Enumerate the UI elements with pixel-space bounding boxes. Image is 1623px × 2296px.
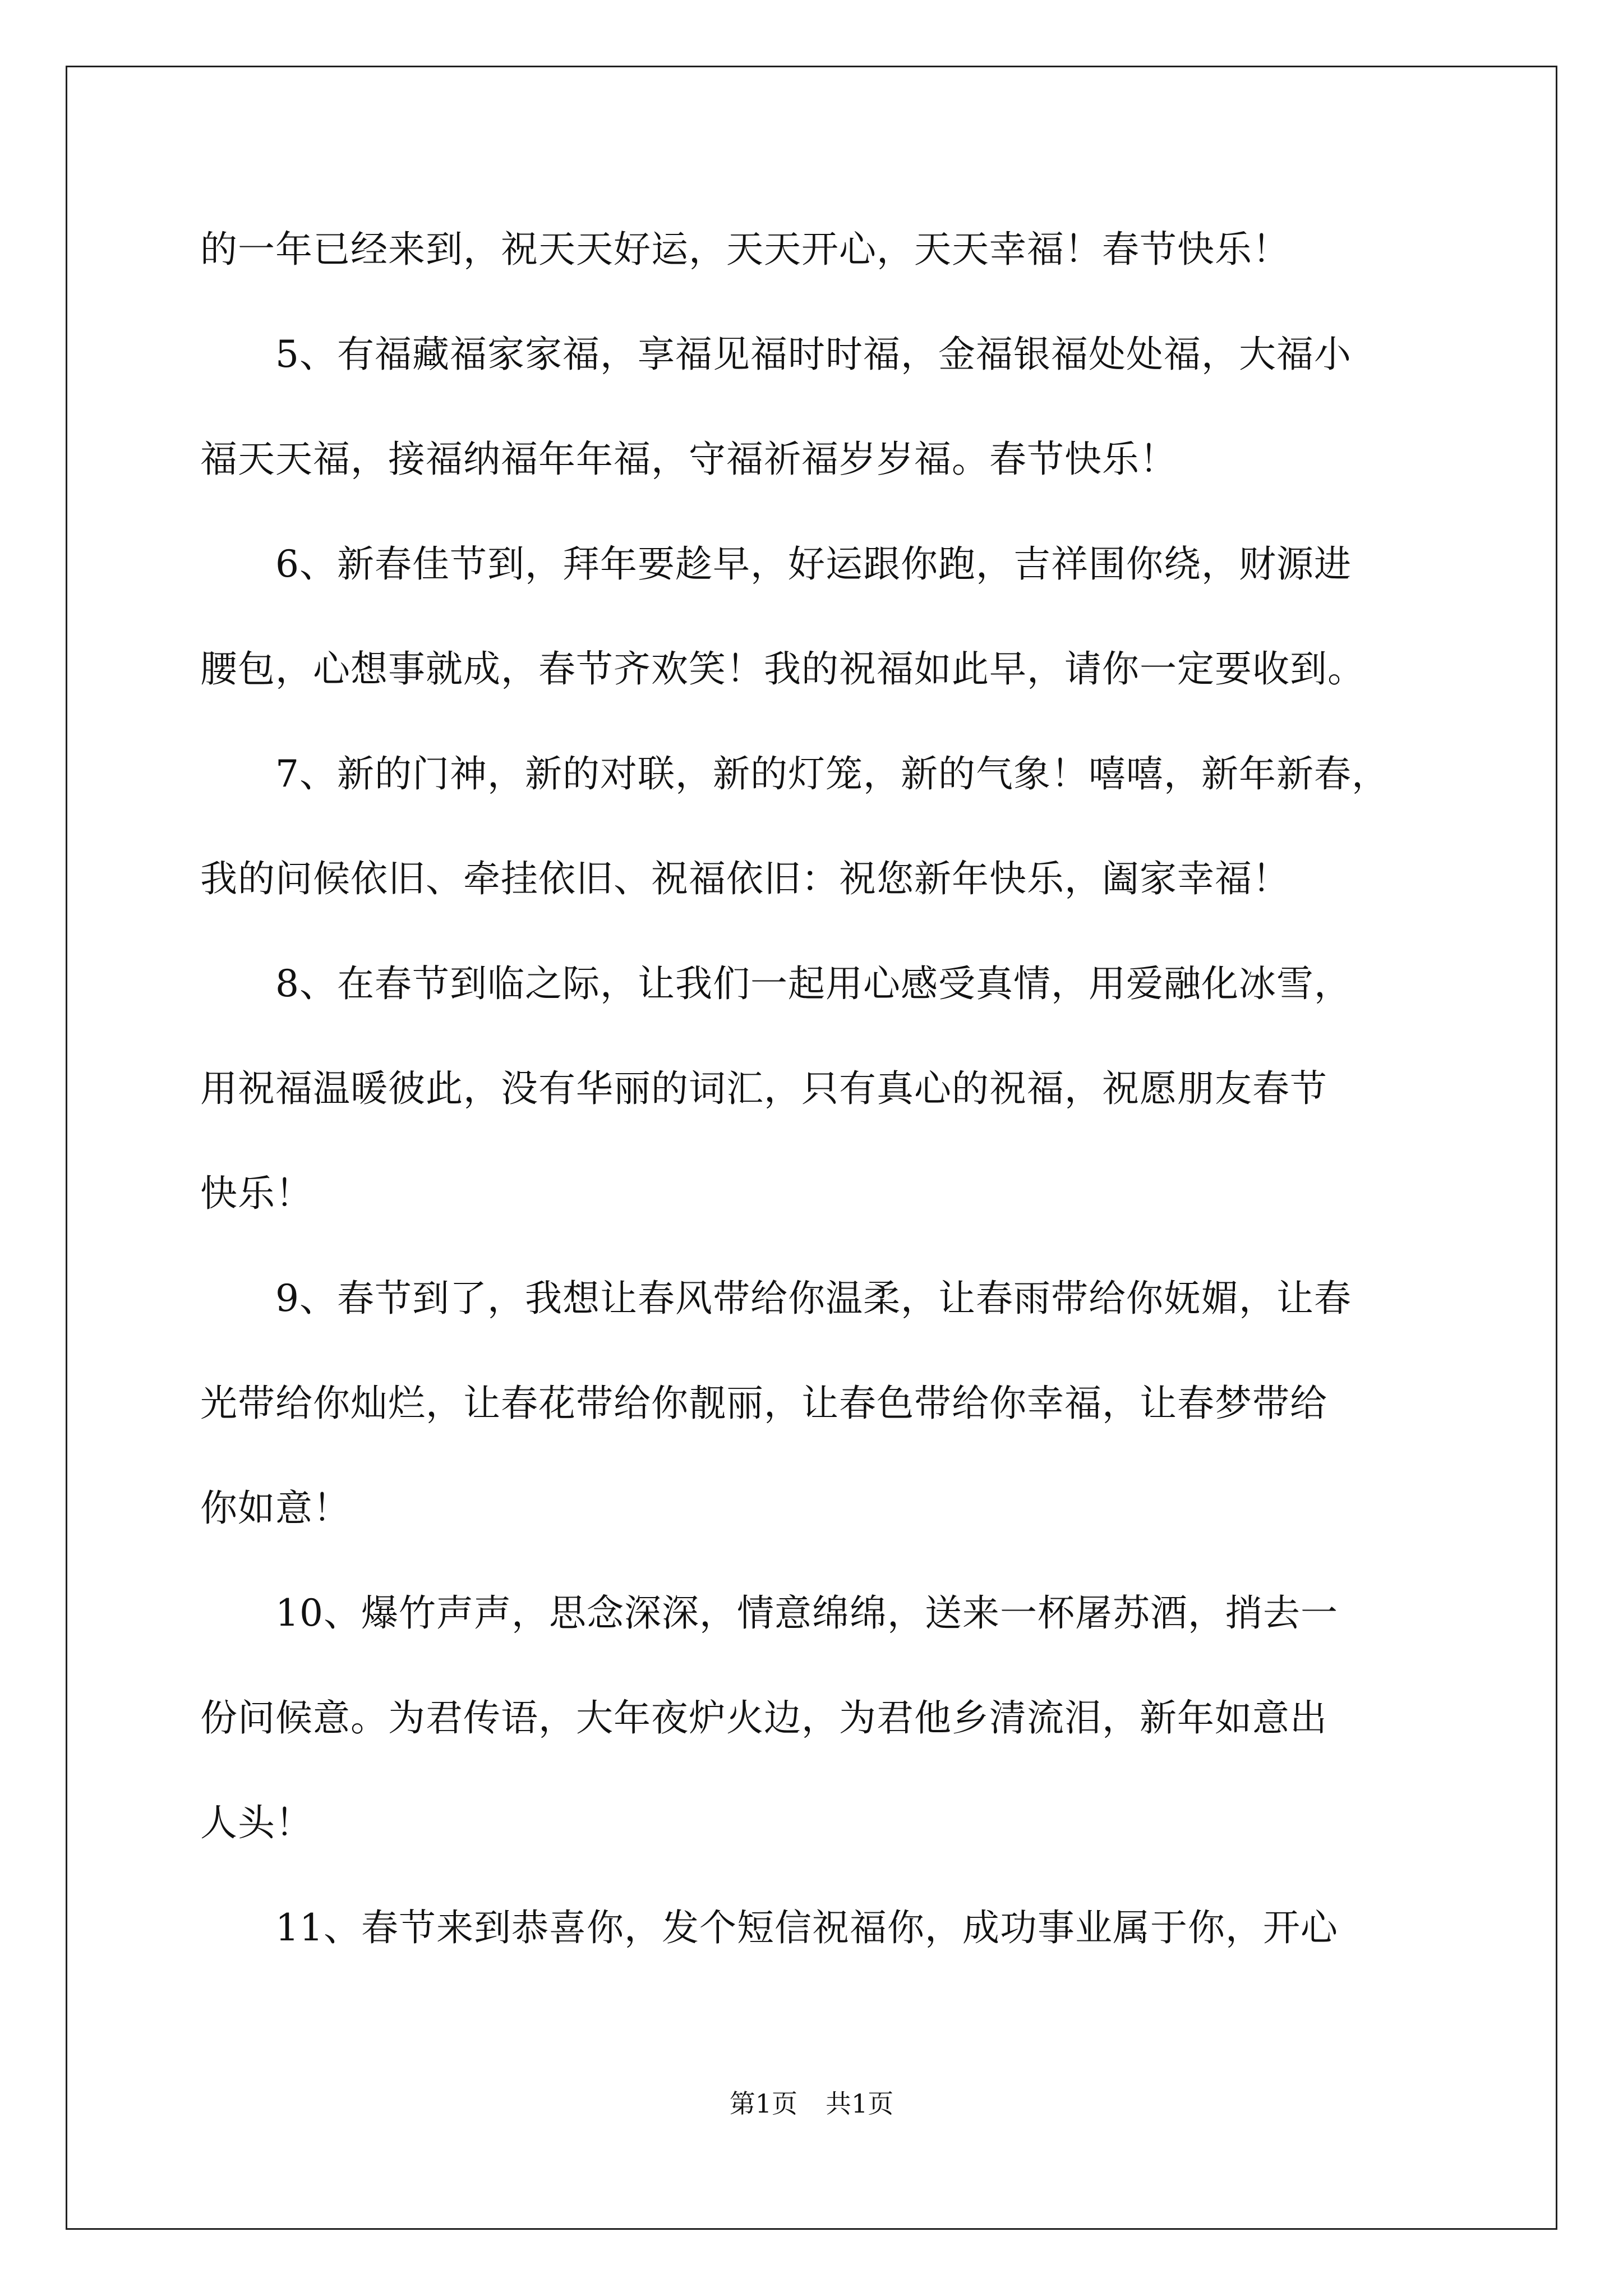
text-line: 9、春节到了，我想让春风带给你温柔，让春雨带给你妩媚，让春	[200, 1277, 1352, 1320]
text-line: 10、爆竹声声，思念深深，情意绵绵，送来一杯屠苏酒，捎去一	[200, 1591, 1338, 1635]
text-line: 用祝福温暖彼此，没有华丽的词汇，只有真心的祝福，祝愿朋友春节	[200, 1067, 1327, 1110]
text-line: 6、新春佳节到，拜年要趁早，好运跟你跑，吉祥围你绕，财源进	[200, 542, 1352, 586]
text-line: 我的问候依旧、牵挂依旧、祝福依旧：祝您新年快乐，阖家幸福！	[200, 857, 1290, 900]
text-line: 份问候意。为君传语，大年夜炉火边，为君他乡清流泪，新年如意出	[200, 1696, 1327, 1740]
text-line: 11、春节来到恭喜你，发个短信祝福你，成功事业属于你，开心	[200, 1906, 1338, 1949]
text-line: 5、有福藏福家家福，享福见福时时福，金福银福处处福，大福小	[200, 333, 1352, 376]
text-line: 的一年已经来到，祝天天好运，天天开心，天天幸福！春节快乐！	[200, 228, 1290, 271]
page-number-total: 共1页	[826, 2088, 894, 2119]
text-line: 你如意！	[200, 1487, 351, 1530]
text-line: 腰包，心想事就成，春节齐欢笑！我的祝福如此早，请你一定要收到。	[200, 647, 1365, 691]
text-line: 快乐！	[200, 1172, 313, 1215]
text-line: 7、新的门神，新的对联，新的灯笼，新的气象！嘻嘻，新年新春，	[200, 752, 1389, 795]
text-line: 8、在春节到临之际，让我们一起用心感受真情，用爱融化冰雪，	[200, 962, 1352, 1005]
page-footer	[0, 2087, 1623, 2120]
document-body	[200, 213, 1423, 1996]
text-line: 福天天福，接福纳福年年福，守福祈福岁岁福。春节快乐！	[200, 438, 1177, 481]
page-number-current: 第1页	[729, 2088, 797, 2119]
text-line: 人头！	[200, 1801, 313, 1844]
text-line: 光带给你灿烂，让春花带给你靓丽，让春色带给你幸福，让春梦带给	[200, 1382, 1327, 1425]
